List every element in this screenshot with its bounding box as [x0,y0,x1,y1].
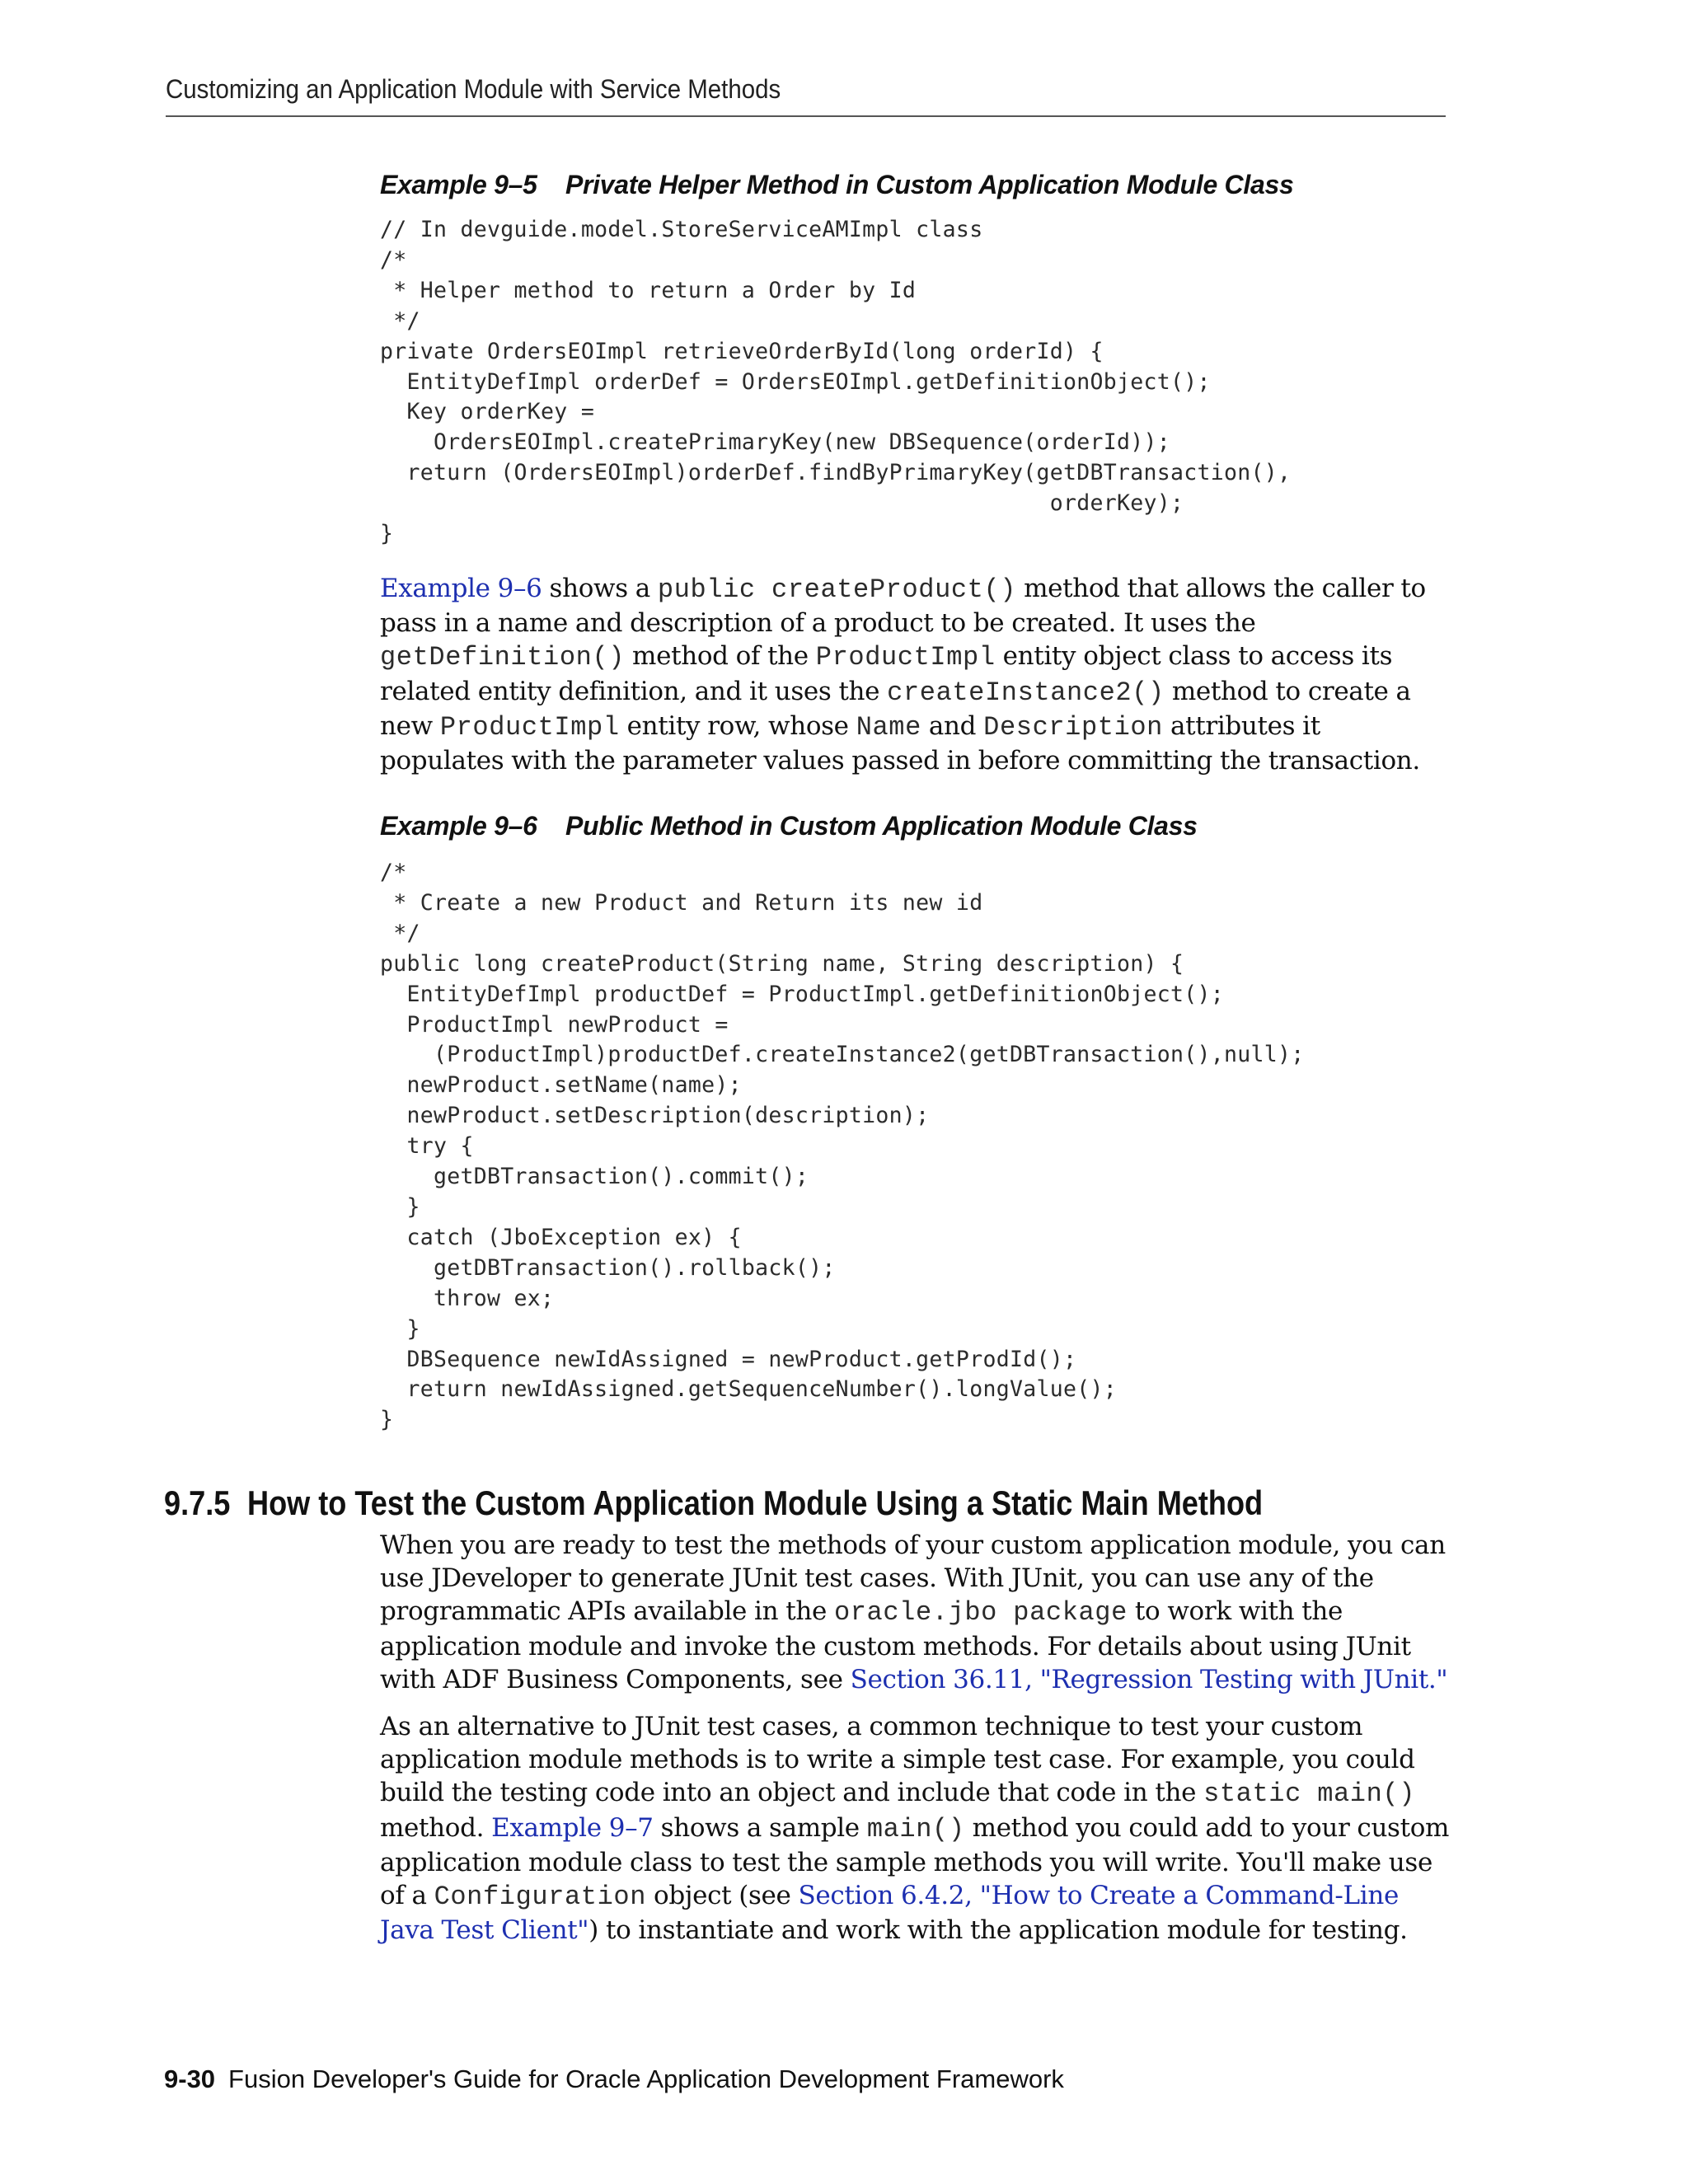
example-9-6-code: /* * Create a new Product and Return its new id */ public long createProduct(String name, String description) { EntityDefImpl productDef = ProductImpl.getDefinitionObject(); ProductImpl newProduct = (ProductImpl)productDef.createInstance2(getDBTransaction(),null); newProduct.setName(name); newProduct.setDescription(description); try { getDBTransaction().commit(); } catch (JboException ex) { getDBTransaction().rollback(); throw ex; } DBSequence newIdAssigned = newProduct.getProdId(); return newIdAssigned.getSequenceNumber().longValue(); } [380,860,1305,1433]
para1-text-7: and [921,710,984,741]
para2-text-2: to work with the application module and invoke the custom methods. For details about using JUnit with ADF Business Components, see [380,1596,1411,1694]
para3-text-1: As an alternative to JUnit test cases, a common technique to test your custom application module methods is to write a simple test case. For example, you could build the testing code into an object and include that code in the [380,1712,1415,1808]
page-footer [164,2064,1064,2094]
example-9-5-caption: Example 9–5 Private Helper Method in Custom Application Module Class [380,170,1294,199]
para1-text-8: attributes it populates with the parameter values passed in before committing the transaction. [380,710,1420,776]
body-paragraph-2 [380,1529,1451,1696]
para1-text-1: shows a [542,574,658,603]
header-divider [166,115,1446,117]
running-header: Customizing an Application Module with Service Methods [166,74,781,104]
section-title: How to Test the Custom Application Module Using a Static Main Method [246,1483,1264,1522]
para1-code-5: ProductImpl [439,711,620,743]
para1-text-2: method that allows the caller to pass in a name and description of a product to be created. It uses the [380,574,1426,639]
body-paragraph-3 [380,1710,1451,1947]
para3-text-3: shows a sample [653,1812,867,1843]
example-9-6-link[interactable]: Example 9–6 [380,574,542,603]
example-9-6-caption: Example 9–6 Public Method in Custom Application Module Class [380,811,1198,841]
para1-code-4: createInstance2() [887,677,1165,708]
para1-code-2: getDefinition() [380,642,626,673]
example-9-5 [380,170,1451,550]
example-9-7-link[interactable]: Example 9–7 [491,1812,654,1843]
body-paragraph-1 [380,572,1451,777]
section-heading [164,1483,1263,1523]
para3-text-2: method. [380,1812,492,1843]
para1-code-1: public createProduct() [657,574,1017,605]
book-title: Fusion Developer's Guide for Oracle Application Development Framework [228,2064,1064,2093]
para2-code-1: oracle.jbo package [833,1597,1128,1629]
section-6-4-2-link[interactable]: Section 6.4.2, "How to Create a Command-Line Java Test Client" [380,1881,1399,1946]
page-number: 9-30 [164,2064,216,2093]
para1-text-3: method of the [625,641,816,672]
para1-code-7: Description [983,711,1163,743]
para1-text-5: method to create a new [380,676,1411,741]
para3-text-5: object (see [646,1881,799,1911]
section-number: 9.7.5 [164,1483,231,1522]
para3-code-3: Configuration [434,1882,647,1913]
example-9-6 [380,811,1451,1436]
para1-text-6: entity row, whose [619,710,856,741]
para1-code-3: ProductImpl [815,642,996,673]
section-36-11-link[interactable]: Section 36.11, "Regression Testing with JUnit." [850,1664,1448,1694]
para2-text-1: When you are ready to test the methods of your custom application module, you can use JDeveloper to generate JUnit test cases. With JUnit, you can use any of the programmatic APIs available in the [380,1530,1446,1627]
para1-text-4: entity object class to access its related entity definition, and it uses the [380,641,1393,706]
para3-text-6: ) to instantiate and work with the application module for testing. [588,1915,1408,1946]
para3-code-1: static main() [1203,1779,1416,1810]
para1-code-6: Name [856,711,921,743]
example-9-5-code: // In devguide.model.StoreServiceAMImpl class /* * Helper method to return a Order by Id */ private OrdersEOImpl retrieveOrderById(long orderId) { EntityDefImpl orderDef = OrdersEOImpl.getDefinitionObject(); Key orderKey = OrdersEOImpl.createPrimaryKey(new DBSequence(orderId)); return (OrdersEOImpl)orderDef.findByPrimaryKey(getDBTransaction(), orderKey); } [380,217,1292,547]
para3-text-4: method you could add to your custom application module class to test the sample methods you will write. You'll make use of a [380,1812,1450,1911]
para3-code-2: main() [866,1813,965,1844]
